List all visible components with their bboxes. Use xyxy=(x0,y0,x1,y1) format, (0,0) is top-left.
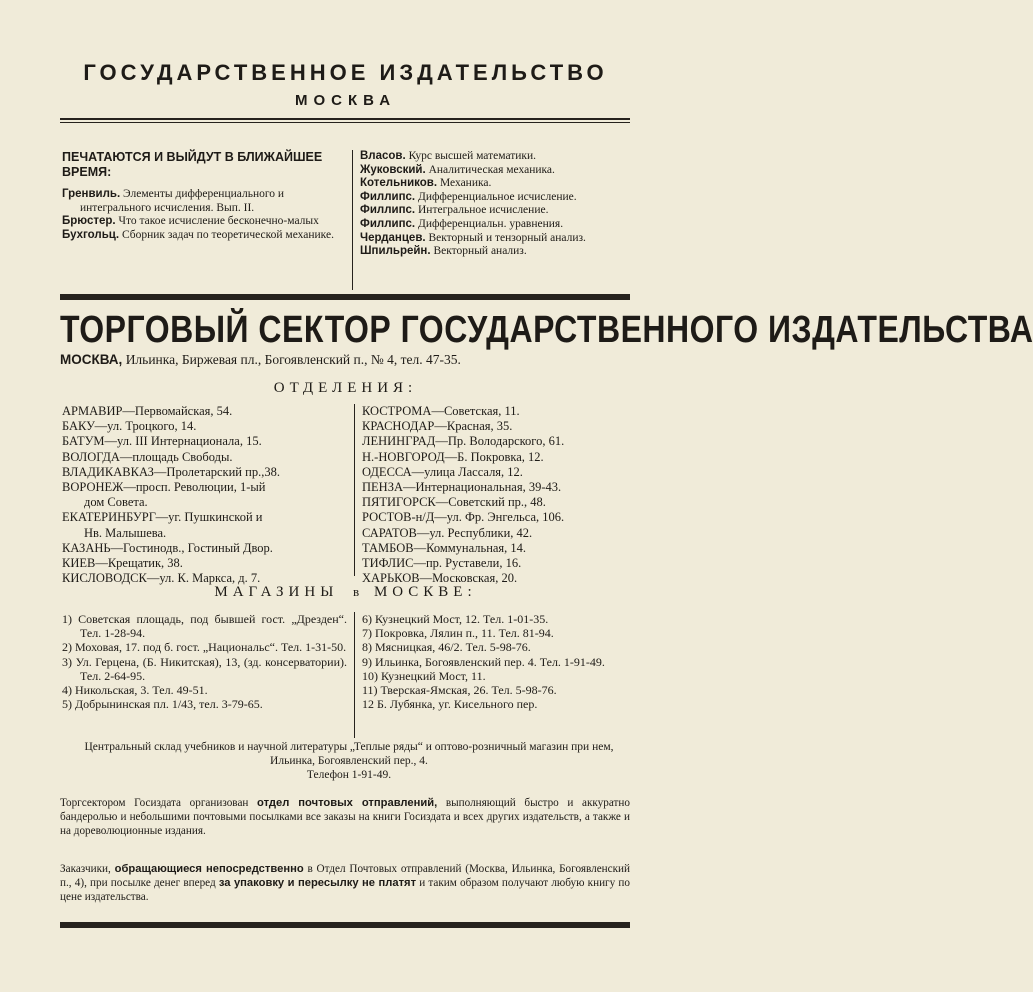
shop-entry: 10) Кузнецкий Мост, 11. xyxy=(362,668,486,683)
divider-thick xyxy=(60,294,630,300)
departments-left xyxy=(62,404,352,586)
department-entry: САРАТОВ—ул. Республики, 42. xyxy=(362,525,533,540)
dept-column-divider xyxy=(354,404,355,576)
book-entry: Филлипс. Дифференциальное исчисление. xyxy=(360,190,577,203)
book-entry: Гренвиль. Элементы дифференциального и интегрального исчисления. Вып. II. xyxy=(62,188,285,214)
department-entry: ПЯТИГОРСК—Советский пр., 48. xyxy=(362,495,546,510)
forthcoming-right-column xyxy=(360,150,632,259)
department-entry: БАТУМ—ул. III Интернационала, 15. xyxy=(62,434,262,449)
book-entry: Котельников. Механика. xyxy=(360,177,492,190)
warehouse-note: Центральный склад учебников и научной литературы „Теплые ряды“ и оптово-розничный магазин при нем, Ильинка, Богоявленский пер., 4. Телефон 1-91-49. xyxy=(84,741,614,781)
shops-left xyxy=(62,612,347,711)
forthcoming-heading: ПЕЧАТАЮТСЯ И ВЫЙДУТ В БЛИЖАЙШЕЕ ВРЕМЯ: xyxy=(62,150,323,179)
shop-entry: 6) Кузнецкий Мост, 12. Тел. 1-01-35. xyxy=(362,612,549,626)
postal-paragraph-1: Торгсектором Госиздата организован отдел почтовых отправлений, выполняющий быстро и аккуратно бандеролью и небольшими почтовыми посылками все заказы на книги Госиздата и всех других издательств, а также и на дореволюционные издания. xyxy=(60,797,631,837)
department-entry: БАКУ—ул. Троцкого, 14. xyxy=(62,419,197,434)
column-divider xyxy=(352,150,353,290)
shops-right xyxy=(362,612,632,711)
postal-paragraph-2: Заказчики, обращающиеся непосредственно в Отдел Почтовых отправлений (Москва, Ильинка, Богоявленский п., 4), при посылке денег вперед за упаковку и пересылку не платят и таким образом получают любую книгу по цене издательства. xyxy=(60,863,631,903)
shop-entry: 3) Ул. Герцена, (Б. Никитская), 13, (зд. консерватории). Тел. 2-64-95. xyxy=(62,654,347,683)
divider-top-2 xyxy=(60,122,630,123)
department-entry: дом Совета. xyxy=(84,495,148,510)
book-entry: Черданцев. Векторный и тензорный анализ. xyxy=(360,231,586,244)
shops-column-divider xyxy=(354,612,355,738)
shops-heading: МАГАЗИНЫ в МОСКВЕ: xyxy=(214,584,477,600)
department-entry: ТИФЛИС—пр. Руставели, 16. xyxy=(362,556,522,571)
department-entry: РОСТОВ-н/Д—ул. Фр. Энгельса, 106. xyxy=(362,510,565,525)
department-entry: АРМАВИР—Первомайская, 54. xyxy=(62,404,233,418)
sector-address: МОСКВА, Ильинка, Биржевая пл., Богоявленский п., № 4, тел. 47-35. xyxy=(60,352,461,367)
department-entry: ВОЛОГДА—площадь Свободы. xyxy=(62,449,233,464)
department-entry: ХАРЬКОВ—Московская, 20. xyxy=(362,571,518,586)
department-entry: КИЕВ—Крещатик, 38. xyxy=(62,556,183,571)
department-entry: КОСТРОМА—Советская, 11. xyxy=(362,404,520,418)
department-entry: ПЕНЗА—Интернациональная, 39-43. xyxy=(362,480,562,495)
book-entry: Бухгольц. Сборник задач по теоретической механике. xyxy=(62,228,334,241)
book-entry: Брюстер. Что такое исчисление бесконечно-малых xyxy=(62,215,319,228)
department-entry: КИСЛОВОДСК—ул. К. Маркса, д. 7. xyxy=(62,571,261,586)
book-entry: Шпильрейн. Векторный анализ. xyxy=(360,245,527,258)
book-entry: Филлипс. Дифференциальн. уравнения. xyxy=(360,217,564,230)
department-entry: КАЗАНЬ—Гостинодв., Гостиный Двор. xyxy=(62,540,273,555)
shop-entry: 11) Тверская-Ямская, 26. Тел. 5-98-76. xyxy=(362,683,557,698)
shop-entry: 12 Б. Лубянка, уг. Кисельного пер. xyxy=(362,697,538,712)
divider-top-1 xyxy=(60,118,630,120)
department-entry: ТАМБОВ—Коммунальная, 14. xyxy=(362,540,527,555)
forthcoming-left-column xyxy=(62,150,345,242)
book-entry: Власов. Курс высшей математики. xyxy=(360,150,537,162)
department-entry: ЕКАТЕРИНБУРГ—уг. Пушкинской и xyxy=(62,510,263,525)
departments-right xyxy=(362,404,632,586)
shop-entry: 2) Моховая, 17. под б. гост. „Национальс“. Тел. 1-31-50. xyxy=(62,640,347,655)
shop-entry: 8) Мясницкая, 46/2. Тел. 5-98-76. xyxy=(362,640,531,655)
divider-bottom xyxy=(60,922,630,928)
department-entry: ВЛАДИКАВКАЗ—Пролетарский пр.,38. xyxy=(62,464,280,479)
shop-entry: 7) Покровка, Лялин п., 11. Тел. 81-94. xyxy=(362,626,554,641)
shop-entry: 5) Добрынинская пл. 1/43, тел. 3-79-65. xyxy=(62,697,263,712)
department-entry: ВОРОНЕЖ—просп. Революции, 1-ый xyxy=(62,480,266,495)
book-entry: Филлипс. Интегральное исчисление. xyxy=(360,204,549,217)
department-entry: ОДЕССА—улица Лассаля, 12. xyxy=(362,464,523,479)
book-entry: Жуковский. Аналитическая механика. xyxy=(360,163,555,176)
shop-entry: 1) Советская площадь, под бывшей гост. „Дрезден“. Тел. 1-28-94. xyxy=(62,612,347,641)
shop-entry: 9) Ильинка, Богоявленский пер. 4. Тел. 1-91-49. xyxy=(362,654,605,669)
trade-sector-banner: ТОРГОВЫЙ СЕКТОР ГОСУДАРСТВЕННОГО ИЗДАТЕЛЬСТВА xyxy=(60,308,1033,351)
department-entry: КРАСНОДАР—Красная, 35. xyxy=(362,419,513,434)
shop-entry: 4) Никольская, 3. Тел. 49-51. xyxy=(62,683,208,698)
departments-heading: ОТДЕЛЕНИЯ: xyxy=(273,380,418,396)
department-entry: ЛЕНИНГРАД—Пр. Володарского, 61. xyxy=(362,434,565,449)
publisher-city: МОСКВА xyxy=(294,92,397,109)
department-entry: Нв. Малышева. xyxy=(84,525,167,540)
department-entry: Н.-НОВГОРОД—Б. Покровка, 12. xyxy=(362,449,544,464)
publisher-title: ГОСУДАРСТВЕННОЕ ИЗДАТЕЛЬСТВО xyxy=(83,60,608,85)
